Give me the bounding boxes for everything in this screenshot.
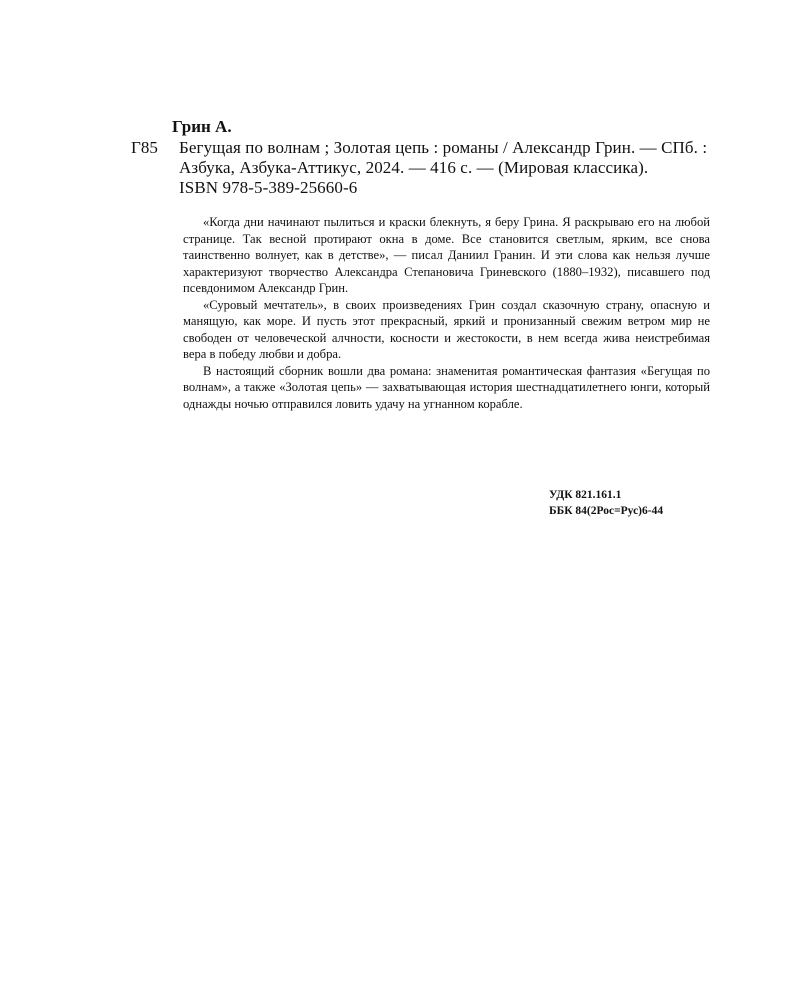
title-statement: Бегущая по волнам ; Золотая цепь : романы / Александр Грин. — СПб. : Азбука, Азбука-Аттикус, 2024. — 416 с. — (Мировая классика).	[179, 138, 708, 177]
bibliographic-description	[179, 138, 709, 198]
author-heading: Грин А.	[172, 117, 232, 136]
shelf-mark: Г85	[131, 138, 158, 157]
bbk-code: ББК 84(2Рос=Рус)6-44	[549, 505, 664, 517]
annotation-paragraph-3: В настоящий сборник вошли два романа: знаменитая романтическая фантазия «Бегущая по волнам», а также «Золотая цепь» — захватывающая история шестнадцатилетнего юнги, который однажды ночью отправился ловить удачу на угнанном корабле.	[183, 363, 710, 411]
annotation-paragraph-1: «Когда дни начинают пылиться и краски блекнуть, я беру Грина. Я раскрываю его на любой странице. Так весной протирают окна в доме. Все становится светлым, ярким, все снова таинственно волнует, как в детстве», — писал Даниил Гранин. И эти слова как нельзя лучше характеризуют творчество Александра Степановича Гриневского (1880–1932), писавшего под псевдонимом Александр Грин.	[183, 215, 710, 295]
annotation-paragraph-2: «Суровый мечтатель», в своих произведениях Грин создал сказочную страну, опасную и манящую, как море. И пусть этот прекрасный, яркий и пронизанный свежим ветром мир не свободен от человеческой алчности, косности и жестокости, в нем всегда жива неистребимая вера в победу любви и добра.	[183, 297, 710, 361]
classification-codes	[549, 487, 663, 519]
udk-code: УДК 821.161.1	[549, 489, 622, 501]
isbn: ISBN 978-5-389-25660-6	[179, 178, 358, 197]
annotation	[183, 214, 710, 412]
